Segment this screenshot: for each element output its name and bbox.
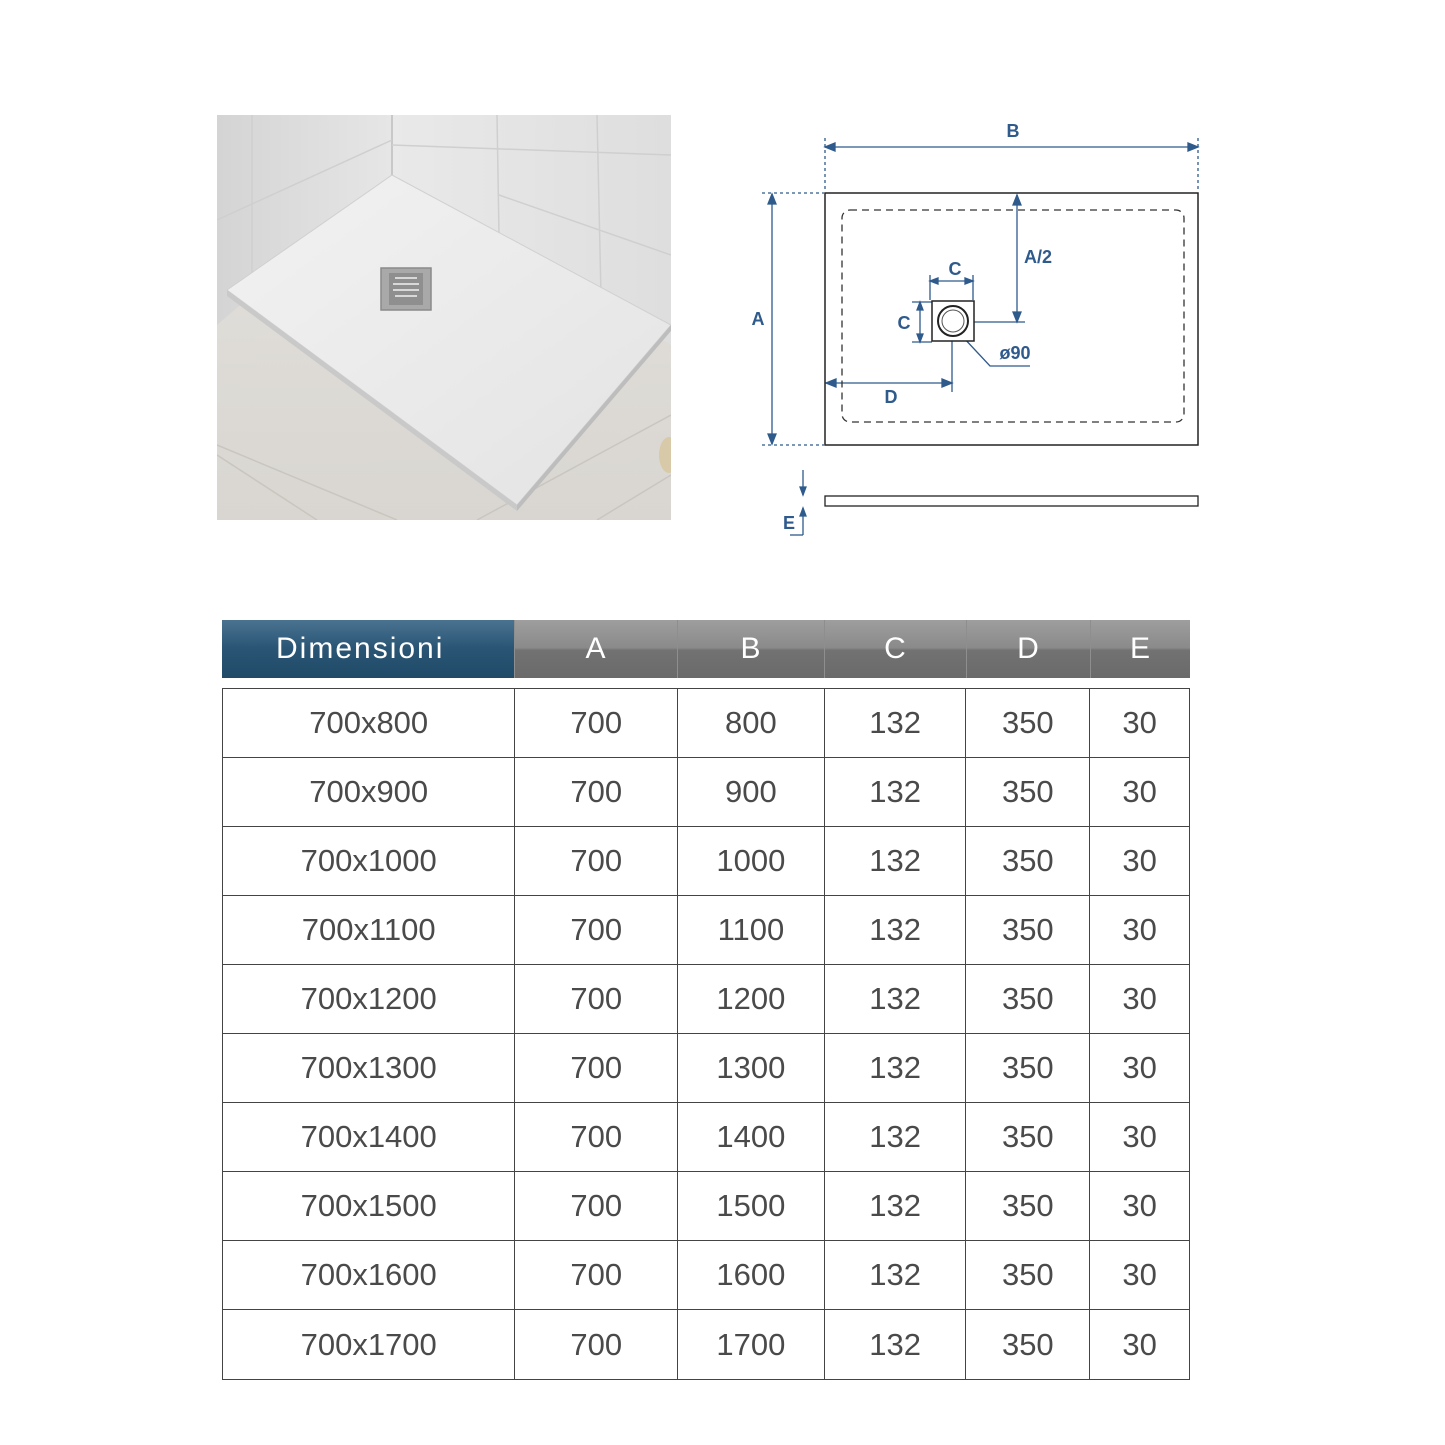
- cell-c: 132: [825, 758, 967, 826]
- cell-d: 350: [966, 1034, 1090, 1102]
- cell-e: 30: [1122, 912, 1157, 947]
- dim-label-a-half: A/2: [1023, 247, 1053, 267]
- cell-d: 350: [966, 689, 1090, 757]
- cell-e: 30: [1122, 843, 1157, 878]
- cell-c: 132: [825, 1034, 967, 1102]
- cell-b: 1200: [678, 965, 825, 1033]
- product-photo: [217, 115, 671, 520]
- cell-e: 30: [1122, 774, 1157, 809]
- cell-e: 30: [1122, 1119, 1157, 1154]
- table-row: [223, 1103, 1189, 1172]
- cell-b: 1400: [678, 1103, 825, 1171]
- dim-label-c-side: C: [897, 313, 911, 333]
- table-row: [223, 827, 1189, 896]
- cell-b: 1500: [678, 1172, 825, 1240]
- cell-dimensioni: 700x1500: [223, 1172, 515, 1240]
- cell-c: 132: [825, 896, 967, 964]
- header-a: A: [515, 620, 678, 678]
- cell-dimensioni: 700x1000: [223, 827, 515, 895]
- header-b: B: [678, 620, 825, 678]
- cell-a: 700: [515, 1310, 678, 1379]
- cell-e: 30: [1122, 1257, 1157, 1292]
- table-row: [223, 1310, 1189, 1379]
- header-d: D: [967, 620, 1091, 678]
- cell-dimensioni: 700x1200: [223, 965, 515, 1033]
- cell-a: 700: [515, 689, 678, 757]
- cell-a: 700: [515, 827, 678, 895]
- dim-label-b: B: [1006, 121, 1020, 141]
- cell-dimensioni: 700x1700: [223, 1310, 515, 1379]
- table-body: [222, 688, 1190, 1380]
- cell-b: 1300: [678, 1034, 825, 1102]
- cell-c: 132: [825, 1103, 967, 1171]
- cell-a: 700: [515, 758, 678, 826]
- dim-label-e: E: [782, 513, 796, 533]
- cell-a: 700: [515, 965, 678, 1033]
- table-row: [223, 1034, 1189, 1103]
- table-row: [223, 689, 1189, 758]
- cell-e: 30: [1122, 1188, 1157, 1223]
- cell-c: 132: [825, 965, 967, 1033]
- header-dimensioni: Dimensioni: [222, 620, 515, 678]
- dim-label-a: A: [751, 309, 765, 329]
- cell-d: 350: [966, 965, 1090, 1033]
- cell-b: 1600: [678, 1241, 825, 1309]
- cell-d: 350: [966, 1310, 1090, 1379]
- cell-d: 350: [966, 1172, 1090, 1240]
- cell-dimensioni: 700x1100: [223, 896, 515, 964]
- table-row: [223, 965, 1189, 1034]
- cell-a: 700: [515, 896, 678, 964]
- cell-c: 132: [825, 827, 967, 895]
- cell-a: 700: [515, 1172, 678, 1240]
- cell-dimensioni: 700x800: [223, 689, 515, 757]
- dimensions-table: [222, 620, 1190, 1380]
- cell-d: 350: [966, 827, 1090, 895]
- cell-e: 30: [1122, 1050, 1157, 1085]
- table-row: [223, 896, 1189, 965]
- cell-b: 900: [678, 758, 825, 826]
- cell-d: 350: [966, 896, 1090, 964]
- cell-d: 350: [966, 758, 1090, 826]
- cell-dimensioni: 700x1600: [223, 1241, 515, 1309]
- cell-e: 30: [1122, 705, 1157, 740]
- cell-c: 132: [825, 1241, 967, 1309]
- cell-b: 1000: [678, 827, 825, 895]
- dim-label-d: D: [884, 387, 898, 407]
- table-row: [223, 758, 1189, 827]
- header-e: E: [1091, 620, 1190, 678]
- dim-label-diameter: ø90: [999, 343, 1031, 363]
- cell-e: 30: [1122, 1326, 1157, 1362]
- cell-b: 1700: [678, 1310, 825, 1379]
- dim-label-c-top: C: [948, 259, 962, 279]
- technical-drawing: [740, 110, 1220, 550]
- cell-c: 132: [825, 1310, 967, 1379]
- cell-dimensioni: 700x1400: [223, 1103, 515, 1171]
- table-header: [222, 620, 1190, 678]
- cell-dimensioni: 700x1300: [223, 1034, 515, 1102]
- table-row: [223, 1172, 1189, 1241]
- cell-a: 700: [515, 1241, 678, 1309]
- cell-b: 1100: [678, 896, 825, 964]
- table-row: [223, 1241, 1189, 1310]
- cell-a: 700: [515, 1103, 678, 1171]
- cell-d: 350: [966, 1241, 1090, 1309]
- cell-b: 800: [678, 689, 825, 757]
- cell-a: 700: [515, 1034, 678, 1102]
- cell-d: 350: [966, 1103, 1090, 1171]
- cell-c: 132: [825, 1172, 967, 1240]
- drain-grate-icon: [381, 268, 431, 310]
- cell-dimensioni: 700x900: [223, 758, 515, 826]
- header-c: C: [825, 620, 967, 678]
- cell-e: 30: [1122, 981, 1157, 1016]
- cell-c: 132: [825, 689, 967, 757]
